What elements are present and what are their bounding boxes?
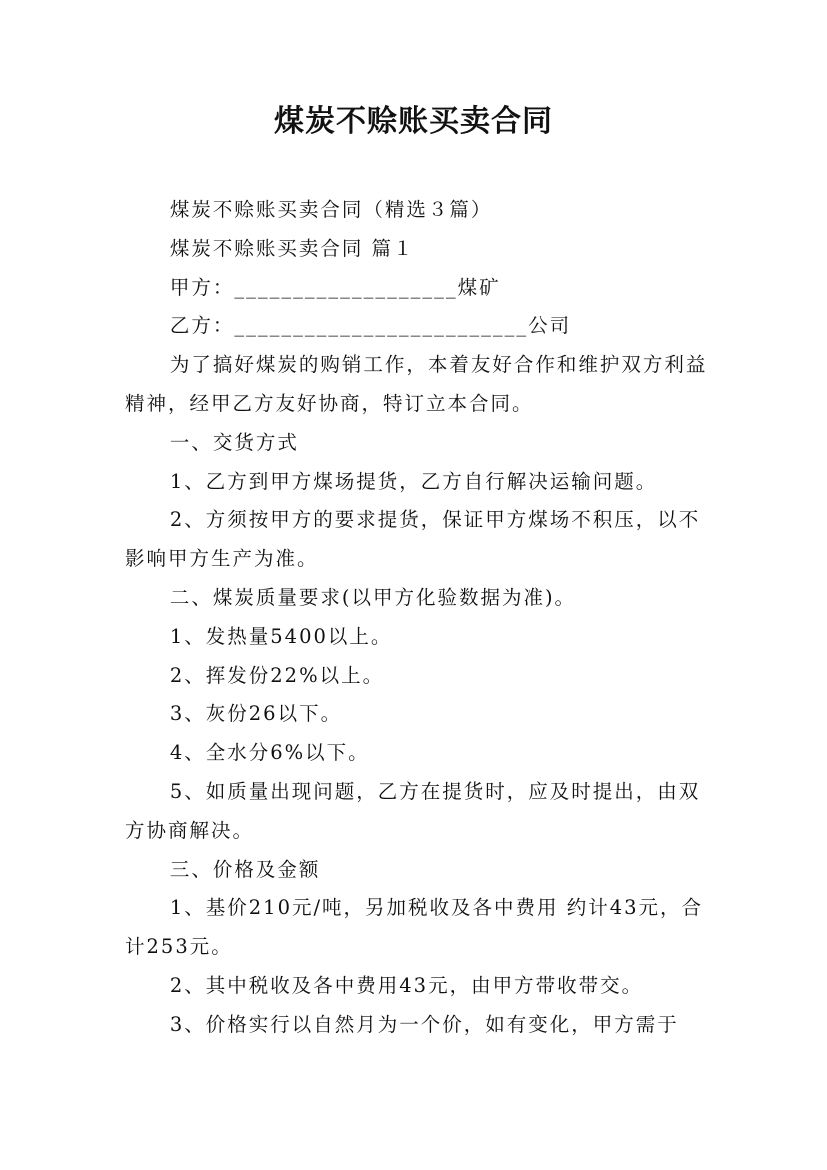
document-body [125,191,710,1045]
paragraph-quality-5: 5、如质量出现问题，乙方在提货时，应及时提出，由双方协商解决。 [125,779,701,842]
paragraph-quality-3: 3、灰份26以下。 [169,702,343,726]
paragraph-quality-2: 2、挥发份22%以上。 [169,663,385,687]
paragraph-quality-4: 4、全水分6%以下。 [169,741,370,765]
paragraph-section-heading: 煤炭不赊账买卖合同 篇１ [169,236,415,260]
paragraph-delivery-1: 1、乙方到甲方煤场提货，乙方自行解决运输问题。 [169,469,658,493]
paragraph-party-a: 甲方：___________________煤矿 [169,275,501,299]
paragraph-preamble: 为了搞好煤炭的购销工作，本着友好合作和维护双方利益精神，经甲乙方友好协商，特订立本合同。 [125,353,708,415]
paragraph-delivery-2: 2、方须按甲方的要求提货，保证甲方煤场不积压，以不影响甲方生产为准。 [125,508,701,571]
paragraph-heading-delivery: 一、交货方式 [169,430,299,454]
paragraph-price-2: 2、其中税收及各中费用43元，由甲方带收带交。 [169,973,644,997]
document-title: 煤炭不赊账买卖合同 [274,104,553,139]
paragraph-subtitle: 煤炭不赊账买卖合同（精选３篇） [169,198,493,221]
paragraph-price-3: 3、价格实行以自然月为一个价，如有变化，甲方需于 [169,1012,679,1036]
paragraph-price-1: 1、基价210元/吨，另加税收及各中费用 约计43元，合计253元。 [125,896,704,959]
paragraph-heading-quality: 二、煤炭质量要求(以甲方化验数据为准)。 [169,585,577,609]
paragraph-heading-price: 三、价格及金额 [169,857,321,881]
paragraph-quality-1: 1、发热量5400以上。 [169,624,393,648]
paragraph-party-b: 乙方：_________________________公司 [169,314,572,338]
